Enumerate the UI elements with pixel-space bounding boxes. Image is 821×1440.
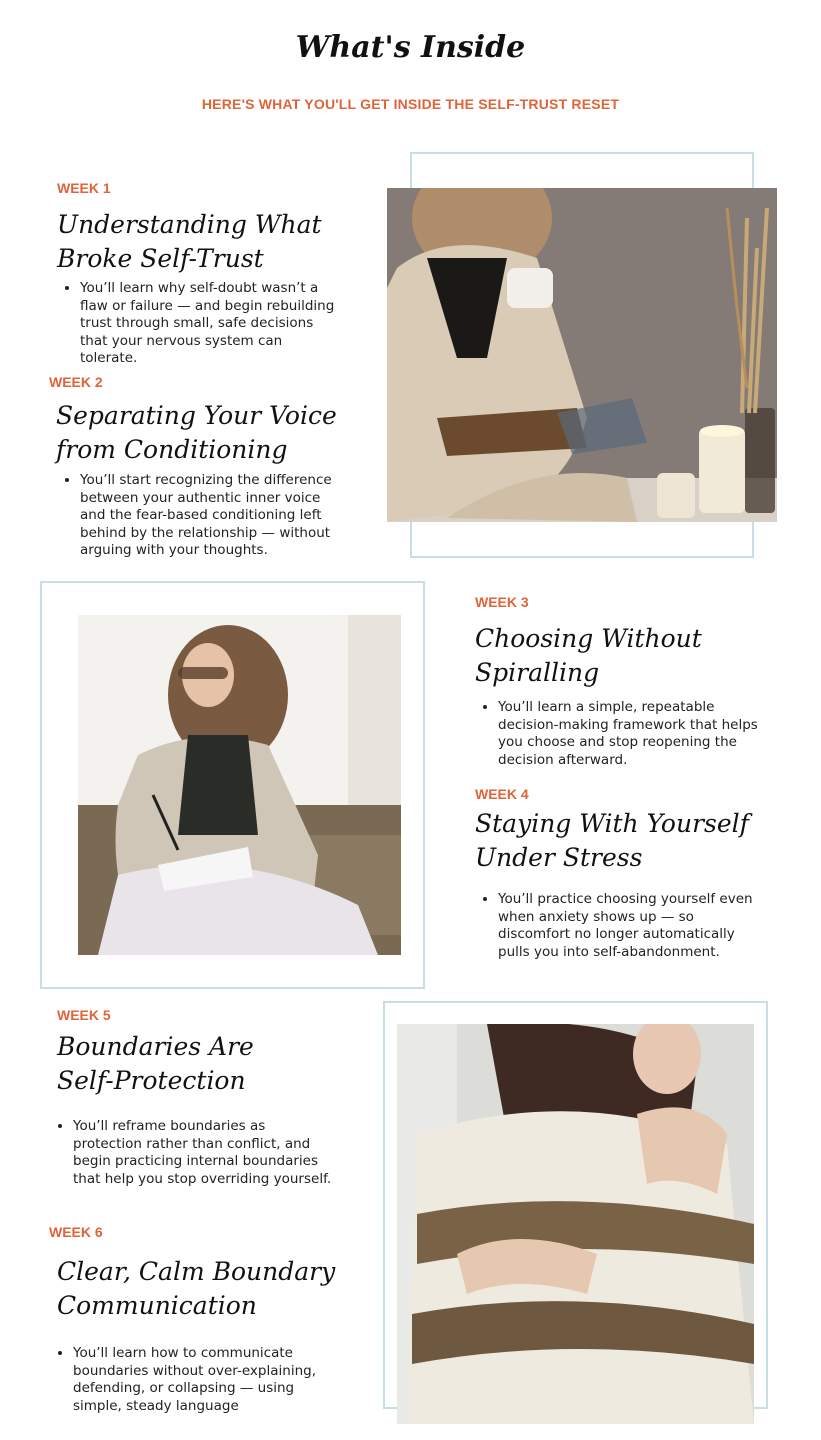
week-6-description-list xyxy=(50,1345,338,1415)
week-1-label: WEEK 1 xyxy=(57,180,111,196)
week-2-description-list xyxy=(57,472,342,560)
week-1-heading: Understanding What Broke Self-Trust xyxy=(57,210,322,273)
week-5-heading: Boundaries Are Self-Protection xyxy=(57,1032,254,1095)
photo-woman-knit-sweater xyxy=(397,1024,754,1424)
week-6-description: • You’ll learn how to communicate boundaries without over-explaining, defending, or collapsing — using simple, steady language xyxy=(73,1345,338,1415)
week-5-label: WEEK 5 xyxy=(57,1007,111,1023)
week-4-description-list xyxy=(475,891,763,961)
week-5-description: • You’ll reframe boundaries as protection rather than conflict, and begin practicing internal boundaries that help you stop overriding yourself. xyxy=(73,1118,338,1188)
week-5-description-list xyxy=(50,1118,338,1188)
week-2-label: WEEK 2 xyxy=(49,374,103,390)
week-1-description: • You’ll learn why self-doubt wasn’t a flaw or failure — and begin rebuilding trust through small, safe decisions that your nervous system can tolerate. xyxy=(80,280,340,368)
week-1-description-list xyxy=(57,280,340,368)
week-3-description-list xyxy=(475,699,758,769)
page-subtitle: HERE'S WHAT YOU'LL GET INSIDE THE SELF-TRUST RESET xyxy=(201,96,620,112)
week-3-heading: Choosing Without Spiralling xyxy=(475,624,702,687)
week-2-description: • You’ll start recognizing the difference between your authentic inner voice and the fear-based conditioning left behind by the relationship — without arguing with your thoughts. xyxy=(80,472,342,560)
week-3-description: • You’ll learn a simple, repeatable decision-making framework that helps you choose and stop reopening the decision afterward. xyxy=(498,699,758,769)
photo-woman-journaling xyxy=(78,615,401,955)
week-3-label: WEEK 3 xyxy=(475,594,529,610)
week-6-label: WEEK 6 xyxy=(49,1224,103,1240)
photo-woman-tea-candles xyxy=(387,188,777,522)
page-title: What's Inside xyxy=(295,30,526,65)
week-4-description: • You’ll practice choosing yourself even when anxiety shows up — so discomfort no longer automatically pulls you into self-abandonment. xyxy=(498,891,763,961)
week-4-label: WEEK 4 xyxy=(475,786,529,802)
week-4-heading: Staying With Yourself Under Stress xyxy=(475,809,749,872)
week-6-heading: Clear, Calm Boundary Communication xyxy=(57,1257,336,1320)
week-2-heading: Separating Your Voice from Conditioning xyxy=(56,401,337,464)
